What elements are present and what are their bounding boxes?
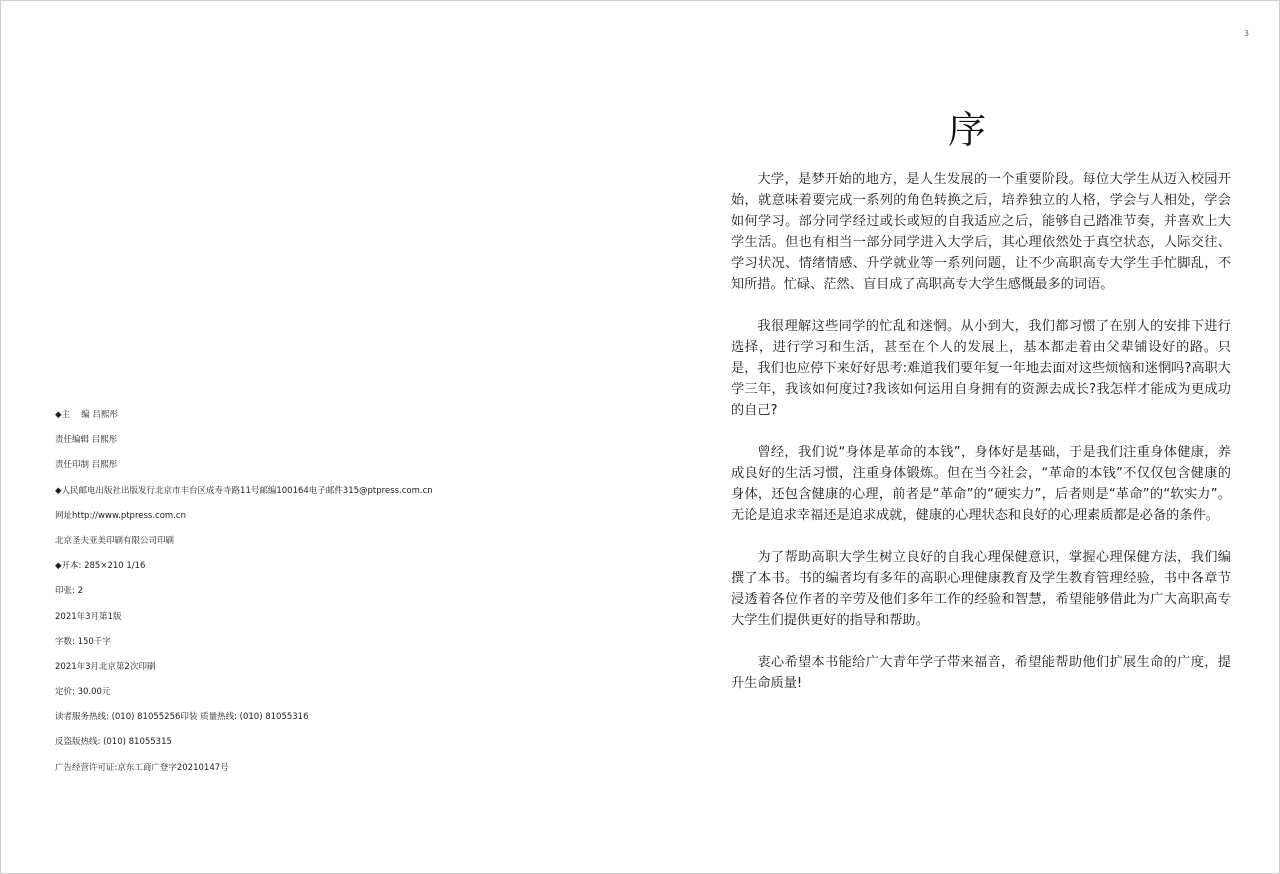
- left-page: [1, 1, 640, 873]
- colophon-item: 网址http://www.ptpress.com.cn: [55, 510, 186, 521]
- preface-paragraph: 为了帮助高职大学生树立良好的自我心理保健意识，掌握心理保健方法，我们编撰了本书。书的编者均有多年的高职心理健康教育及学生教育管理经验，书中各章节浸透着各位作者的辛劳及他们多年工作的经验和智慧，希望能够借此为广大高职高专大学生们提供更好的指导和帮助。: [731, 550, 1231, 628]
- page-number: 3: [1243, 29, 1249, 38]
- colophon-item: ◆主 编 吕熙彤: [55, 410, 118, 420]
- colophon-item: ◆开本: 285×210 1/16: [55, 561, 146, 572]
- colophon-item: 印张: 2: [55, 586, 83, 597]
- colophon-item: 2021年3月北京第2次印刷: [55, 661, 156, 672]
- preface-paragraph: 曾经，我们说“身体是革命的本钱”，身体好是基础，于是我们注重身体健康，养成良好的生活习惯，注重身体锻炼。但在当今社会，“革命的本钱”不仅仅包含健康的身体，还包含健康的心理，前者是“革命”的“硬实力”，后者则是“革命”的“软实力”。无论是追求幸福还是追求成就，健康的心理状态和良好的心理素质都是必备的条件。: [731, 445, 1231, 523]
- colophon-item: 广告经营许可证:京东工商广登字20210147号: [55, 762, 229, 773]
- preface-paragraph: 大学，是梦开始的地方，是人生发展的一个重要阶段。每位大学生从迈入校园开始，就意味着要完成一系列的角色转换之后，培养独立的人格，学会与人相处，学会如何学习。部分同学经过或长或短的自我适应之后，能够自己踏准节奏，并喜欢上大学生活。但也有相当一部分同学进入大学后，其心理依然处于真空状态，人际交往、学习状况、情绪情感、升学就业等一系列问题，让不少高职高专大学生手忙脚乱，不知所措。忙碌、茫然、盲目成了高职高专大学生感慨最多的词语。: [731, 172, 1231, 292]
- preface-paragraph: 我很理解这些同学的忙乱和迷惘。从小到大，我们都习惯了在别人的安排下进行选择，进行学习和生活，甚至在个人的发展上，基本都走着由父辈铺设好的路。只是，我们也应停下来好好思考:难道我们要年复一年地去面对这些烦恼和迷惘吗?高职大学三年，我该如何度过?我该如何运用自身拥有的资源去成长?我怎样才能成为更成功的自己?: [731, 319, 1231, 418]
- colophon-item: 责任印制 吕熙彤: [55, 460, 118, 471]
- preface-body: [731, 169, 1231, 715]
- colophon-item: 定价: 30.00元: [55, 687, 111, 698]
- colophon-item: 责任编辑 吕熙彤: [55, 435, 118, 446]
- colophon-item: 反盗版热线: (010) 81055315: [55, 737, 172, 748]
- right-page: [641, 1, 1279, 873]
- colophon-item: 2021年3月第1版: [55, 611, 122, 622]
- colophon-item: 字数: 150千字: [55, 636, 111, 647]
- colophon-item: 读者服务热线: (010) 81055256印装 质量热线: (010) 81055316: [55, 712, 309, 723]
- preface-paragraph: 衷心希望本书能给广大青年学子带来福音，希望能帮助他们扩展生命的广度，提升生命质量!: [731, 655, 1231, 691]
- preface-title: 序: [947, 108, 986, 152]
- colophon-item: 北京圣夫亚美印刷有限公司印刷: [55, 535, 175, 546]
- colophon-item: ◆人民邮电出版社出版发行北京市丰台区成寿寺路11号邮编100164电子邮件315@ptpress.com.cn: [55, 485, 433, 496]
- colophon-list: [55, 408, 615, 786]
